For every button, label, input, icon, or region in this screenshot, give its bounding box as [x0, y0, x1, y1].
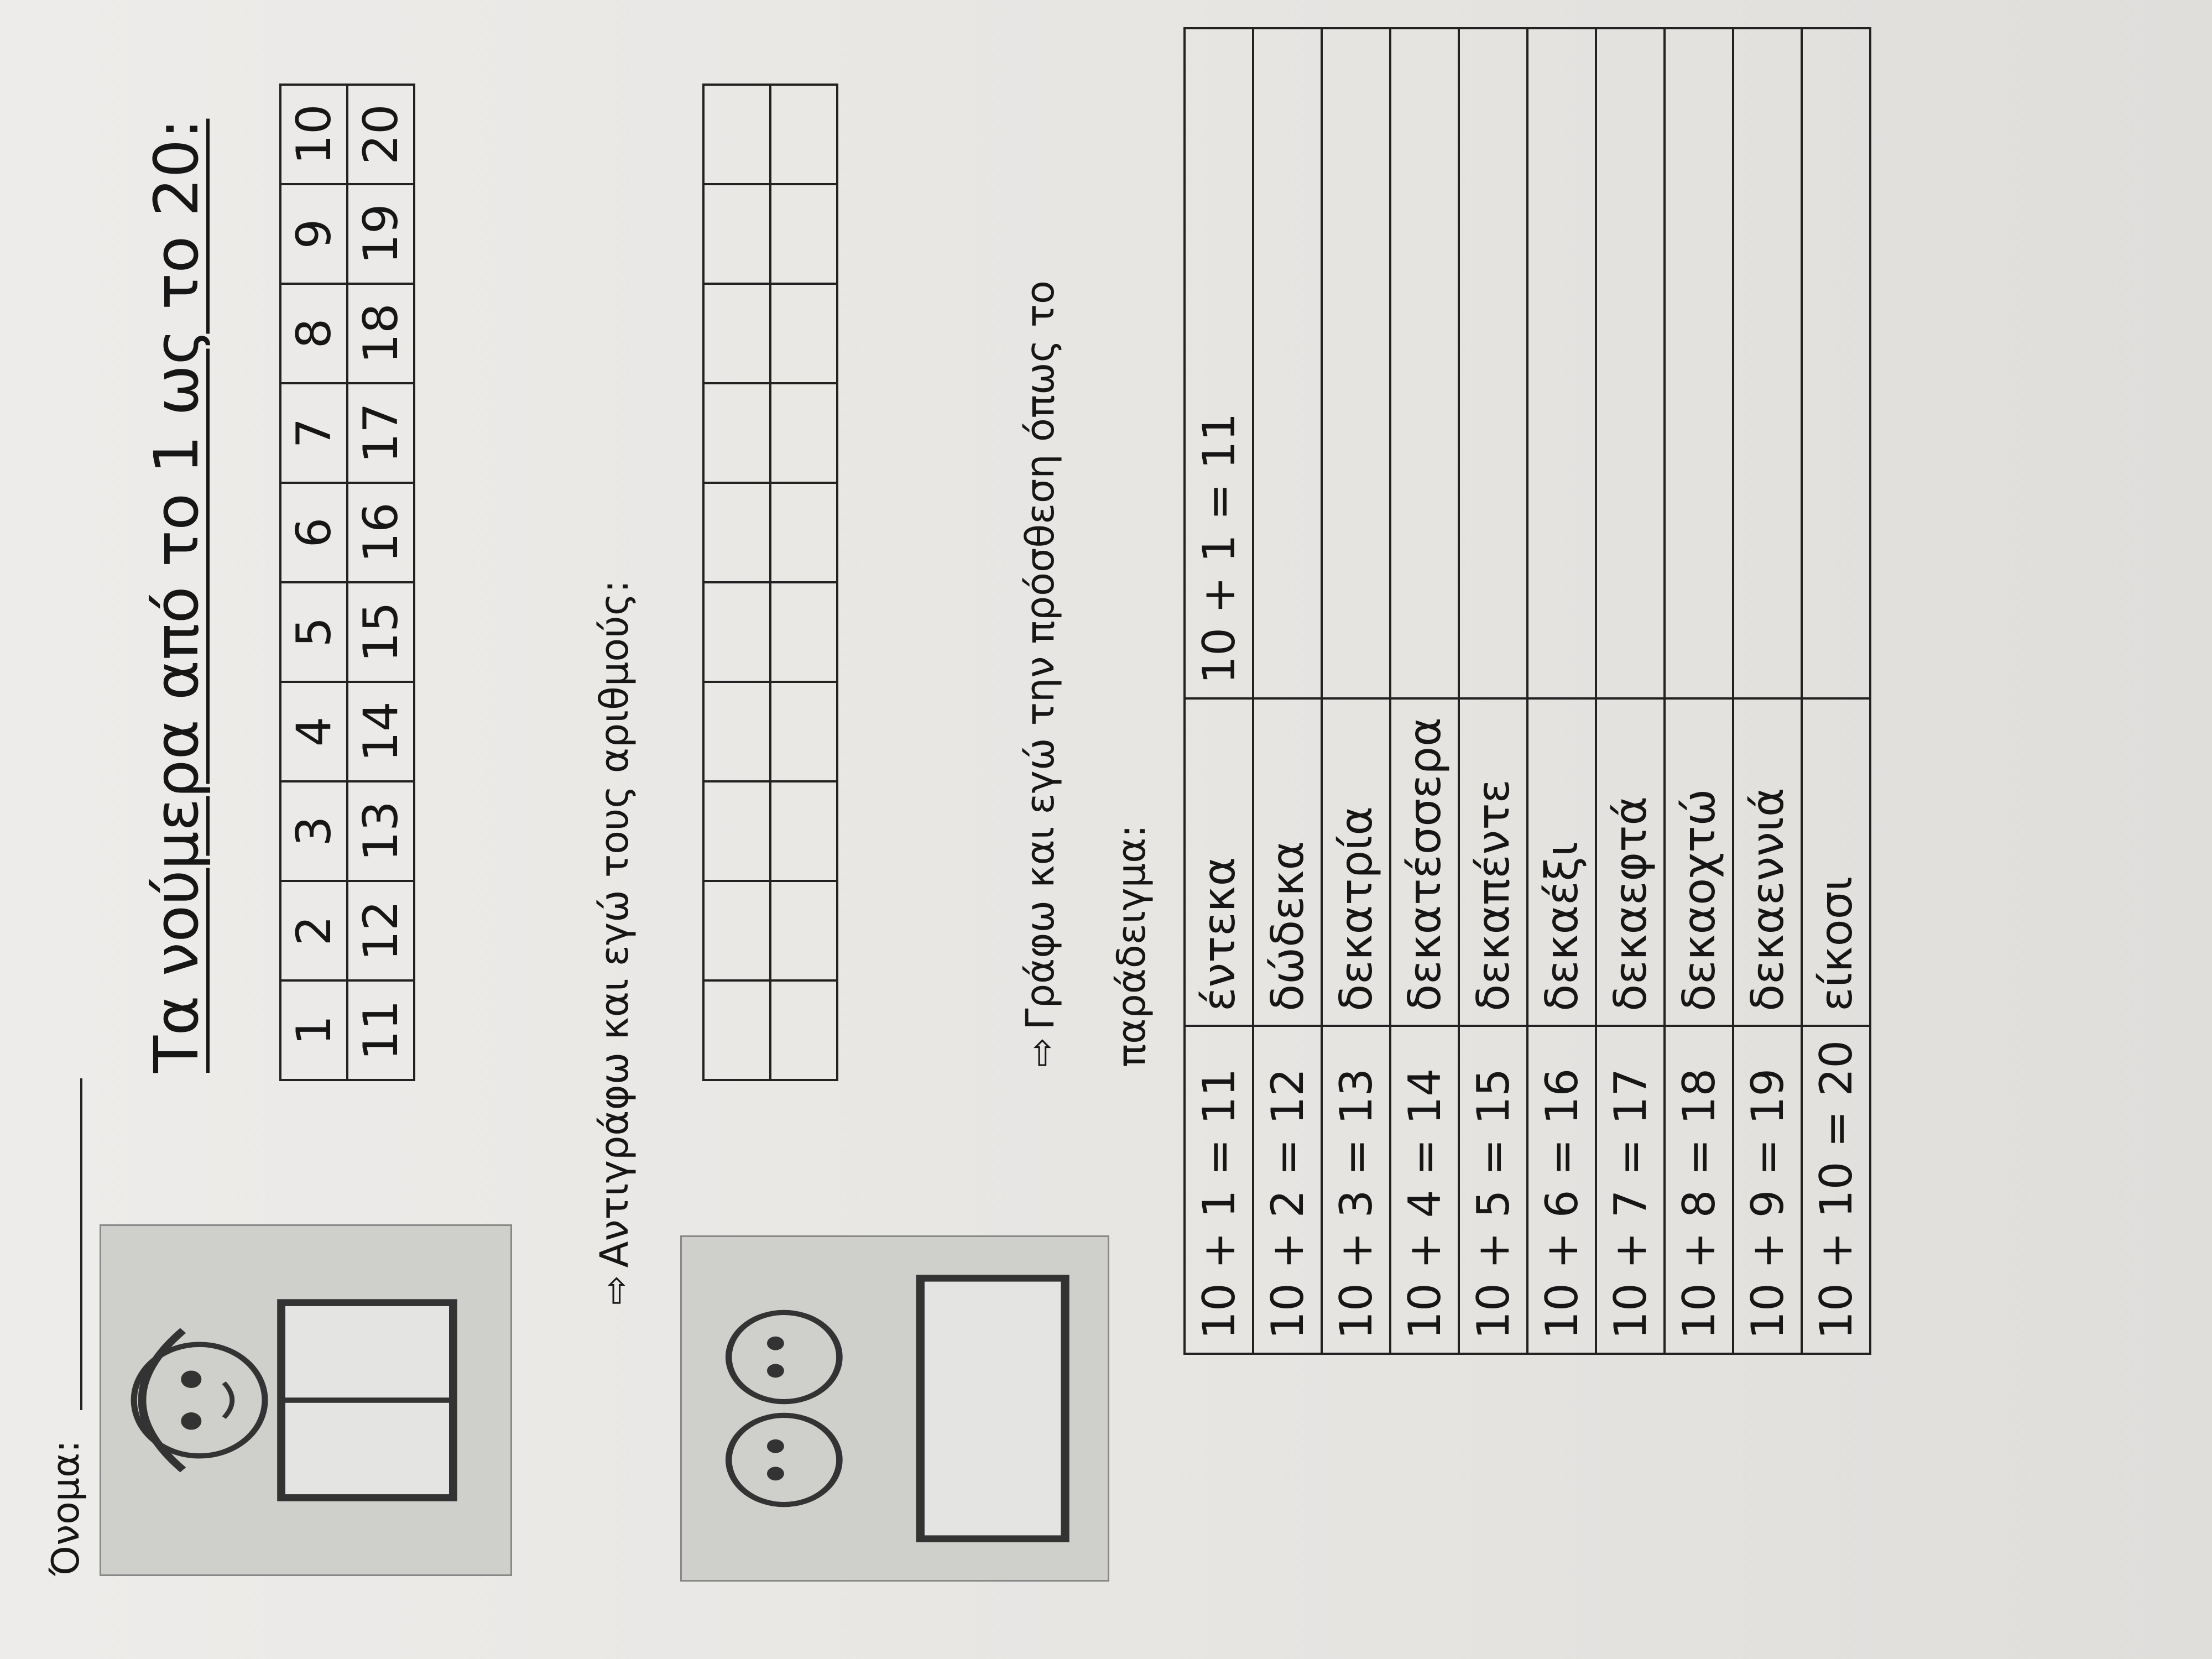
table-cell: 17 [347, 383, 414, 483]
table-cell: 20 [347, 85, 414, 184]
girl-with-book-illustration [100, 1224, 512, 1576]
table-row [347, 85, 414, 1080]
empty-cell [703, 682, 770, 781]
answer-cell: 10 + 1 = 11 [1185, 28, 1253, 698]
word-cell: έντεκα [1185, 698, 1253, 1026]
addition-instruction-text: Γράφω και εγώ την πρόσθεση όπως το [1018, 280, 1063, 1030]
copy-instruction-text: Αντιγράφω και εγώ τους αριθμούς: [592, 580, 637, 1268]
copy-numbers-grid [702, 84, 838, 1081]
word-cell: δεκαπέντε [1459, 698, 1527, 1026]
right-arrow-icon: ⇨ [1021, 1037, 1062, 1067]
table-row [1665, 28, 1733, 1354]
table-cell: 18 [347, 284, 414, 383]
table-cell: 19 [347, 184, 414, 284]
empty-cell [703, 184, 770, 284]
empty-cell [703, 881, 770, 980]
empty-cell [770, 483, 837, 582]
addition-table [1183, 27, 1871, 1355]
table-cell: 3 [280, 781, 347, 881]
table-cell: 15 [347, 582, 414, 682]
table-cell: 12 [347, 881, 414, 980]
empty-cell [770, 85, 837, 184]
table-row [1802, 28, 1870, 1354]
addition-instruction [1018, 280, 1063, 1067]
word-cell: δώδεκα [1253, 698, 1322, 1026]
equation-cell: 10 + 9 = 19 [1733, 1026, 1802, 1354]
table-cell: 6 [280, 483, 347, 582]
table-cell: 14 [347, 682, 414, 781]
equation-cell: 10 + 4 = 14 [1390, 1026, 1459, 1354]
word-cell: δεκαέξι [1527, 698, 1596, 1026]
table-row [280, 85, 347, 1080]
empty-cell [770, 383, 837, 483]
equation-cell: 10 + 2 = 12 [1253, 1026, 1322, 1354]
answer-cell [1596, 28, 1665, 698]
answer-cell [1459, 28, 1527, 698]
table-row [1390, 28, 1459, 1354]
word-cell: δεκατρία [1322, 698, 1390, 1026]
empty-cell [703, 582, 770, 682]
answer-cell [1322, 28, 1390, 698]
table-row [770, 85, 837, 1080]
word-cell: δεκαεφτά [1596, 698, 1665, 1026]
empty-cell [770, 781, 837, 881]
empty-cell [703, 284, 770, 383]
name-label: Όνομα: [44, 1440, 88, 1576]
answer-cell [1802, 28, 1870, 698]
table-cell: 13 [347, 781, 414, 881]
equation-cell: 10 + 1 = 11 [1185, 1026, 1253, 1354]
table-cell: 10 [280, 85, 347, 184]
table-cell: 2 [280, 881, 347, 980]
table-cell: 8 [280, 284, 347, 383]
empty-cell [770, 881, 837, 980]
table-row [1596, 28, 1665, 1354]
table-row [1253, 28, 1322, 1354]
table-row [1733, 28, 1802, 1354]
empty-cell [770, 184, 837, 284]
equation-cell: 10 + 6 = 16 [1527, 1026, 1596, 1354]
empty-cell [703, 980, 770, 1080]
table-cell: 5 [280, 582, 347, 682]
empty-cell [770, 284, 837, 383]
table-cell: 11 [347, 980, 414, 1080]
table-row [1527, 28, 1596, 1354]
table-cell: 1 [280, 980, 347, 1080]
equation-cell: 10 + 10 = 20 [1802, 1026, 1870, 1354]
empty-cell [703, 781, 770, 881]
name-line [80, 1078, 82, 1410]
addition-instruction-line2: παράδειγμα: [1109, 825, 1154, 1067]
page-title: Τα νούμερα από το 1 ως το 20: [141, 118, 212, 1073]
table-cell: 16 [347, 483, 414, 582]
equation-cell: 10 + 3 = 13 [1322, 1026, 1390, 1354]
answer-cell [1390, 28, 1459, 698]
empty-cell [703, 383, 770, 483]
table-cell: 4 [280, 682, 347, 781]
word-cell: δεκατέσσερα [1390, 698, 1459, 1026]
copy-instruction [592, 580, 637, 1305]
empty-cell [703, 483, 770, 582]
right-arrow-icon: ⇨ [596, 1275, 637, 1305]
children-at-desk-illustration [680, 1235, 1109, 1582]
equation-cell: 10 + 5 = 15 [1459, 1026, 1527, 1354]
answer-cell [1527, 28, 1596, 698]
numbers-table [279, 84, 415, 1081]
word-cell: είκοσι [1802, 698, 1870, 1026]
answer-cell [1733, 28, 1802, 698]
word-cell: δεκαοχτώ [1665, 698, 1733, 1026]
equation-cell: 10 + 7 = 17 [1596, 1026, 1665, 1354]
table-row [1185, 28, 1253, 1354]
table-row [703, 85, 770, 1080]
empty-cell [770, 582, 837, 682]
word-cell: δεκαεννιά [1733, 698, 1802, 1026]
empty-cell [770, 980, 837, 1080]
table-cell: 7 [280, 383, 347, 483]
empty-cell [703, 85, 770, 184]
empty-cell [770, 682, 837, 781]
answer-cell [1665, 28, 1733, 698]
answer-cell [1253, 28, 1322, 698]
table-row [1459, 28, 1527, 1354]
equation-cell: 10 + 8 = 18 [1665, 1026, 1733, 1354]
table-row [1322, 28, 1390, 1354]
table-cell: 9 [280, 184, 347, 284]
